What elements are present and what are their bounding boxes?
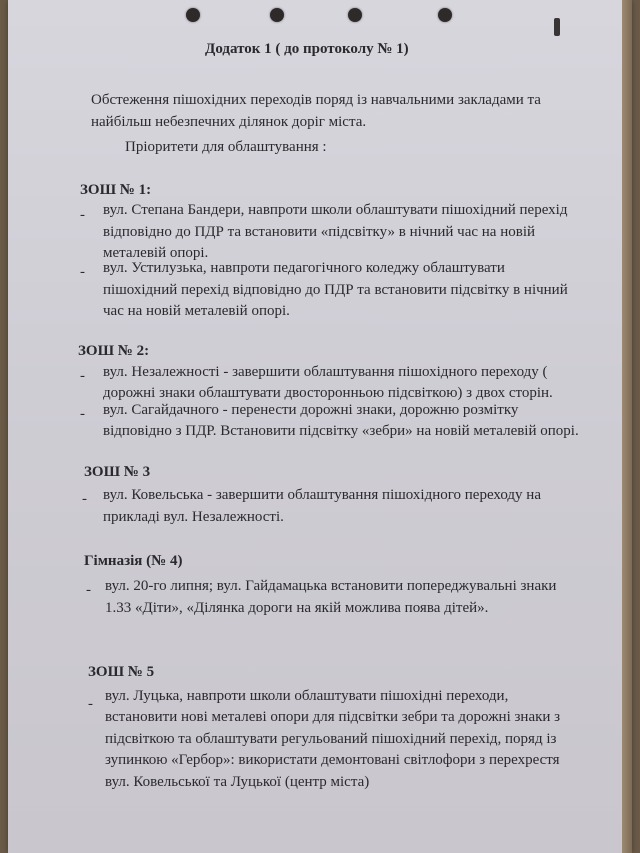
- list-item-line: вул. Ковельська - завершити облаштування пішохідного переходу на: [103, 487, 541, 503]
- ink-mark: [554, 18, 560, 36]
- punch-hole-mark: [438, 8, 452, 22]
- bullet-dash: -: [82, 491, 87, 507]
- list-item-line: вул. 20-го липня; вул. Гайдамацька встановити попереджувальні знаки: [105, 578, 557, 594]
- intro-line: Обстеження пішохідних переходів поряд із навчальними закладами та: [91, 92, 541, 108]
- page-edge: [622, 0, 632, 853]
- list-item-line: прикладі вул. Незалежності.: [103, 509, 284, 525]
- bullet-dash: -: [80, 406, 85, 422]
- list-item-line: вул. Луцька, навпроти школи облаштувати пішохідні переходи,: [105, 688, 509, 704]
- intro-line: найбільш небезпечних ділянок доріг міста.: [91, 114, 367, 130]
- section-heading: ЗОШ № 1:: [80, 182, 152, 198]
- section-heading: ЗОШ № 2:: [78, 343, 150, 359]
- bullet-dash: -: [80, 207, 85, 223]
- section-heading: Гімназія (№ 4): [84, 553, 183, 569]
- bullet-dash: -: [88, 696, 93, 712]
- punch-hole-mark: [186, 8, 200, 22]
- list-item-line: час на новій металевій опорі.: [103, 303, 290, 319]
- section-heading: ЗОШ № 5: [88, 664, 155, 680]
- document-title: Додаток 1 ( до протоколу № 1): [205, 41, 409, 57]
- priorities-label: Пріоритети для облаштування :: [125, 139, 327, 155]
- list-item-line: металевій опорі.: [103, 245, 209, 261]
- list-item-line: вул. Степана Бандери, навпроти школи облаштувати пішохідний перехід: [103, 202, 568, 218]
- list-item-line: встановити нові металеві опори для підсвітки зебри та дорожні знаки з: [105, 709, 561, 725]
- bullet-dash: -: [86, 582, 91, 598]
- punch-hole-mark: [270, 8, 284, 22]
- list-item-line: зупинкою «Гербор»: використати демонтовані світлофори з перехрестя: [105, 752, 560, 768]
- document-page: [8, 0, 632, 853]
- list-item-line: дорожні знаки облаштувати двосторонньою підсвіткою) з двох сторін.: [103, 385, 553, 401]
- list-item-line: відповідно до ПДР та встановити «підсвітку» в нічний час на новій: [103, 224, 536, 240]
- list-item-line: вул. Сагайдачного - перенести дорожні знаки, дорожню розмітку: [103, 402, 519, 418]
- section-heading: ЗОШ № 3: [84, 464, 151, 480]
- list-item-line: відповідно з ПДР. Встановити підсвітку «зебри» на новій металевій опорі.: [103, 423, 579, 439]
- list-item-line: вул. Незалежності - завершити облаштування пішохідного переходу (: [103, 364, 548, 380]
- list-item-line: пішохідний перехід відповідно до ПДР та встановити підсвітку в нічний: [103, 282, 568, 298]
- list-item-line: 1.33 «Діти», «Ділянка дороги на якій можлива поява дітей».: [105, 600, 489, 616]
- bullet-dash: -: [80, 264, 85, 280]
- list-item-line: вул. Ковельської та Луцької (центр міста): [105, 774, 370, 790]
- punch-hole-mark: [348, 8, 362, 22]
- bullet-dash: -: [80, 368, 85, 384]
- list-item-line: підсвіткою та облаштувати регульований пішохідний перехід, поряд із: [105, 731, 557, 747]
- list-item-line: вул. Устилузька, навпроти педагогічного коледжу облаштувати: [103, 260, 505, 276]
